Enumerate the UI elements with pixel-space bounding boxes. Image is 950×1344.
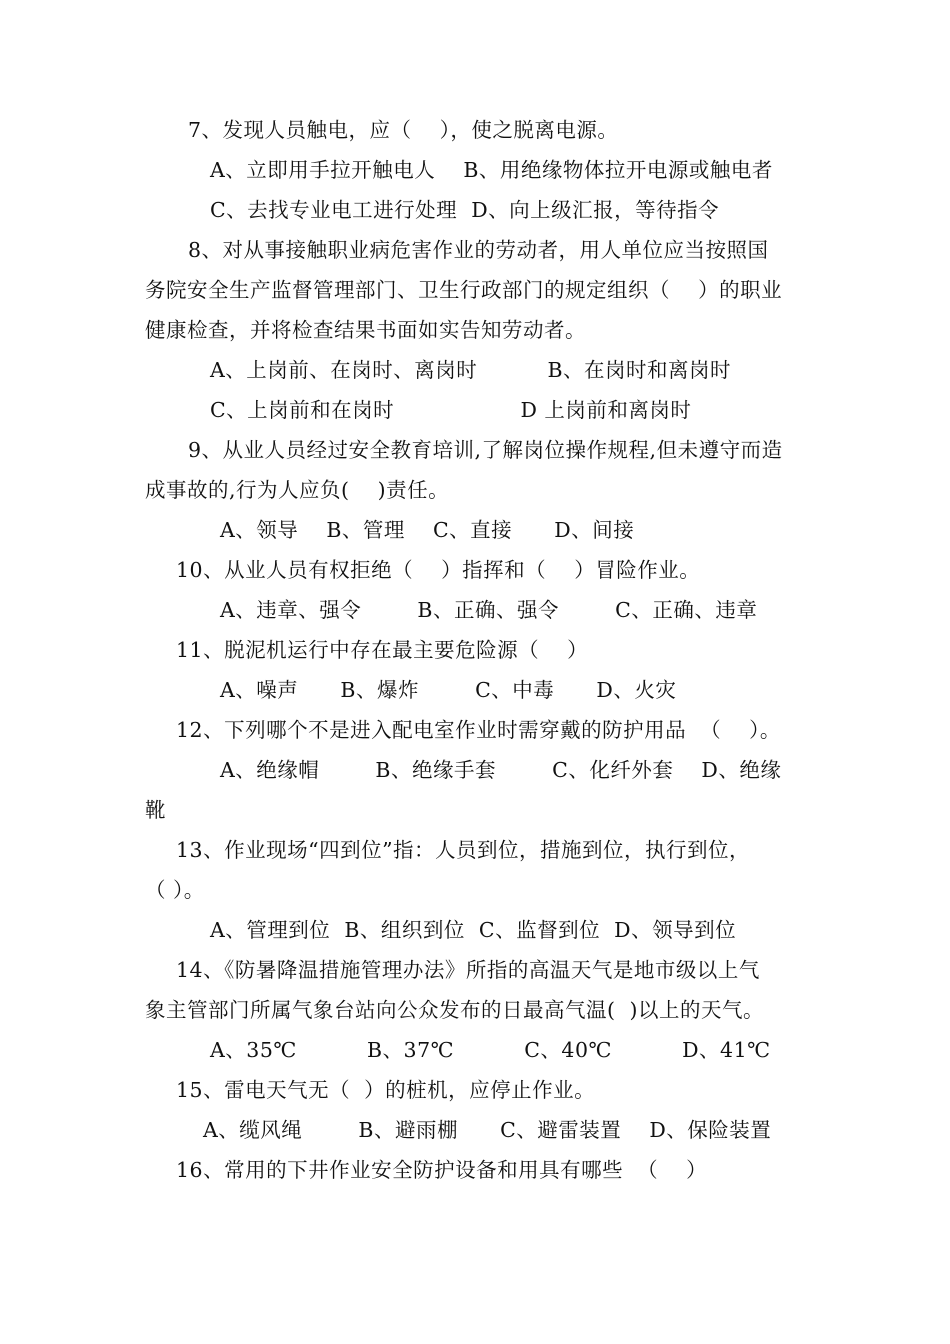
question-9-options: A、领导 B、管理 C、直接 D、间接 xyxy=(220,518,635,542)
question-8-options-ab: A、上岗前、在岗时、离岗时 B、在岗时和离岗时 xyxy=(210,358,732,382)
question-16-text: 16、常用的下井作业安全防护设备和用具有哪些 （ ） xyxy=(176,1158,708,1182)
question-7-text: 7、发现人员触电，应（ ），使之脱离电源。 xyxy=(188,118,619,142)
question-11-text: 11、脱泥机运行中存在最主要危险源（ ） xyxy=(176,638,589,662)
question-15-options: A、缆风绳 B、避雨棚 C、避雷装置 D、保险装置 xyxy=(203,1118,772,1142)
question-9-text-line-2: 成事故的,行为人应负( )责任。 xyxy=(145,478,450,502)
question-10-text: 10、从业人员有权拒绝（ ）指挥和（ ）冒险作业。 xyxy=(176,558,701,582)
question-12-text: 12、下列哪个不是进入配电室作业时需穿戴的防护用品 （ ）。 xyxy=(176,718,781,742)
question-14-options: A、35℃ B、37℃ C、40℃ D、41℃ xyxy=(210,1038,771,1062)
question-14-text-line-1: 14、《防暑降温措施管理办法》所指的高温天气是地市级以上气 xyxy=(176,958,760,982)
question-8-text-line-3: 健康检查，并将检查结果书面如实告知劳动者。 xyxy=(145,318,586,342)
question-8-options-cd: C、上岗前和在岗时 D 上岗前和离岗时 xyxy=(210,398,692,422)
question-15-text: 15、雷电天气无（ ）的桩机，应停止作业。 xyxy=(176,1078,596,1102)
question-13-text-line-1: 13、作业现场“四到位”指：人员到位，措施到位，执行到位， xyxy=(176,838,751,862)
question-12-options-wrap: 靴 xyxy=(145,798,166,822)
question-11-options: A、噪声 B、爆炸 C、中毒 D、火灾 xyxy=(220,678,677,702)
question-12-options: A、绝缘帽 B、绝缘手套 C、化纤外套 D、绝缘 xyxy=(220,758,782,782)
question-14-text-line-2: 象主管部门所属气象台站向公众发布的日最高气温( )以上的天气。 xyxy=(145,998,765,1022)
question-10-options: A、违章、强令 B、正确、强令 C、正确、违章 xyxy=(220,598,758,622)
question-9-text-line-1: 9、从业人员经过安全教育培训,了解岗位操作规程,但未遵守而造 xyxy=(188,438,783,462)
question-8-text-line-1: 8、对从事接触职业病危害作业的劳动者，用人单位应当按照国 xyxy=(188,238,769,262)
question-8-text-line-2: 务院安全生产监督管理部门、卫生行政部门的规定组织（ ）的职业 xyxy=(145,278,783,302)
question-13-text-line-2: （ ）。 xyxy=(145,878,205,902)
question-7-options-ab: A、立即用手拉开触电人 B、用绝缘物体拉开电源或触电者 xyxy=(210,158,773,182)
question-7-options-cd: C、去找专业电工进行处理 D、向上级汇报，等待指令 xyxy=(210,198,720,222)
question-13-options: A、管理到位 B、组织到位 C、监督到位 D、领导到位 xyxy=(210,918,737,942)
